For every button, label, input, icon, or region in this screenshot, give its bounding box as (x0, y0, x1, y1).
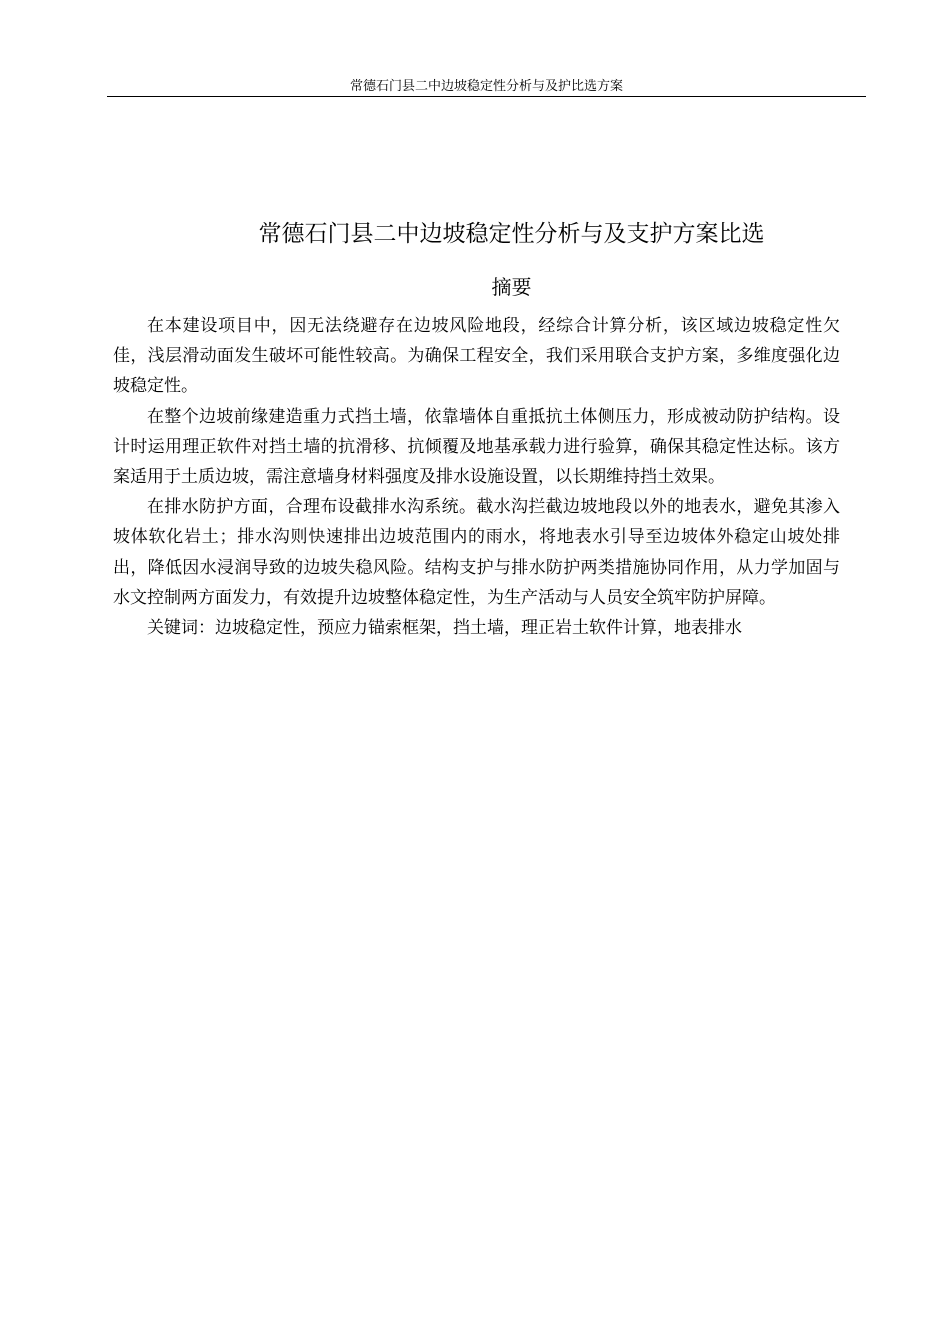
abstract-heading: 摘要 (491, 275, 532, 299)
running-header-title: 常德石门县二中边坡稳定性分析与及护比选方案 (349, 79, 623, 94)
document-title: 常德石门县二中边坡稳定性分析与及支护方案比选 (258, 221, 765, 247)
abstract-paragraph-3: 在排水防护方面，合理布设截排水沟系统。截水沟拦截边坡地段以外的地表水，避免其渗入坡体软化岩土；排水沟则快速排出边坡范围内的雨水，将地表水引导至边坡体外稳定山坡处排出，降低因水浸润导致的边坡失稳风险。结构支护与排水防护两类措施协同作用，从力学加固与水文控制两方面发力，有效提升边坡整体稳定性，为生产活动与人员安全筑牢防护屏障。 (113, 497, 840, 608)
abstract-body (113, 311, 840, 643)
keywords-line: 关键词：边坡稳定性，预应力锚索框架，挡土墙，理正岩土软件计算，地表排水 (147, 618, 742, 639)
abstract-paragraph-2: 在整个边坡前缘建造重力式挡土墙，依靠墙体自重抵抗土体侧压力，形成被动防护结构。设计时运用理正软件对挡土墙的抗滑移、抗倾覆及地基承载力进行验算，确保其稳定性达标。该方案适用于土质边坡，需注意墙身材料强度及排水设施设置，以长期维持挡土效果。 (113, 406, 840, 488)
running-header (107, 78, 866, 97)
abstract-paragraph-1: 在本建设项目中，因无法绕避存在边坡风险地段，经综合计算分析，该区域边坡稳定性欠佳，浅层滑动面发生破坏可能性较高。为确保工程安全，我们采用联合支护方案，多维度强化边坡稳定性。 (113, 316, 840, 397)
